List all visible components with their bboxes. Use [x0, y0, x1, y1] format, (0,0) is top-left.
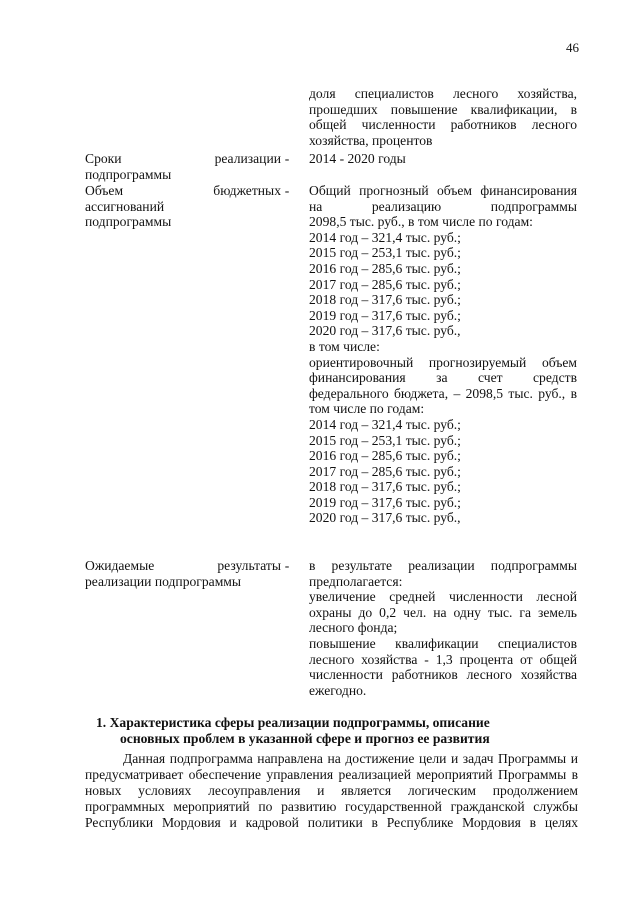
- text-line: повышение квалификации специалистов: [309, 635, 577, 651]
- text-line: 2015 год – 253,1 тыс. руб.;: [309, 432, 461, 448]
- row-value: [309, 558, 577, 698]
- text-line: программных мероприятий по развитию государственной гражданской службы: [85, 798, 578, 814]
- text-line: 2019 год – 317,6 тыс. руб.;: [309, 494, 461, 510]
- text-line: подпрограммы: [85, 214, 172, 230]
- text-line: 2018 год – 317,6 тыс. руб.;: [309, 479, 461, 495]
- text-line: том числе по годам:: [309, 401, 425, 417]
- row-dash: -: [284, 558, 290, 573]
- text-line: 2017 год – 285,6 тыс. руб.;: [309, 463, 461, 479]
- text-line: 2020 год – 317,6 тыс. руб.,: [309, 323, 461, 339]
- body-paragraph: [85, 751, 578, 831]
- text-line: 2014 год – 321,4 тыс. руб.;: [309, 416, 461, 432]
- text-line: общей численности работников лесного: [309, 117, 577, 133]
- row-label: [85, 558, 281, 589]
- text-line: ежегодно.: [309, 682, 367, 698]
- text-line: 2019 год – 317,6 тыс. руб.;: [309, 307, 461, 323]
- text-line: предполагается:: [309, 573, 403, 589]
- text-line: подпрограммы: [85, 166, 172, 182]
- section-heading: [96, 715, 556, 747]
- text-line: на реализацию подпрограммы: [309, 198, 577, 214]
- text-line: Данная подпрограмма направлена на достижение цели и задач Программы и: [123, 751, 578, 766]
- text-line: 2020 год – 317,6 тыс. руб.,: [309, 510, 461, 526]
- text-line: реализации подпрограммы: [85, 573, 242, 589]
- text-line: увеличение средней численности лесной: [309, 589, 577, 605]
- text-line: в том числе:: [309, 338, 380, 354]
- text-line: Общий прогнозный объем финансирования: [309, 183, 577, 198]
- text-line: ориентировочный прогнозируемый объем: [309, 354, 577, 370]
- text-line: лесного хозяйства - 1,3 процента от общей: [309, 651, 577, 667]
- text-line: доля специалистов лесного хозяйства,: [309, 86, 577, 101]
- text-line: 2014 год – 321,4 тыс. руб.;: [309, 229, 461, 245]
- row-value: [309, 86, 577, 148]
- text-line: 2017 год – 285,6 тыс. руб.;: [309, 276, 461, 292]
- page-number: 46: [566, 40, 579, 55]
- text-line: новых условиях лесоуправления и является логическим продолжением: [85, 782, 578, 798]
- text-line: 2016 год – 285,6 тыс. руб.;: [309, 448, 461, 464]
- row-value: [309, 151, 577, 167]
- text-line: Объем бюджетных: [85, 183, 281, 198]
- text-line: 2098,5 тыс. руб., в том числе по годам:: [309, 214, 533, 230]
- text-line: Сроки реализации: [85, 151, 281, 166]
- text-line: Ожидаемые результаты: [85, 558, 281, 573]
- heading-line: 1. Характеристика сферы реализации подпрограммы, описание: [96, 715, 490, 730]
- row-value: [309, 183, 577, 526]
- text-line: прошедших повышение квалификации, в: [309, 101, 577, 117]
- text-line: 2016 год – 285,6 тыс. руб.;: [309, 260, 461, 276]
- text-line: 2014 - 2020 годы: [309, 151, 406, 166]
- text-line: хозяйства, процентов: [309, 132, 433, 148]
- text-line: 2018 год – 317,6 тыс. руб.;: [309, 292, 461, 308]
- text-line: охраны до 0,2 чел. на одну тыс. га земель: [309, 604, 577, 620]
- text-line: 2015 год – 253,1 тыс. руб.;: [309, 245, 461, 261]
- text-line: лесного фонда;: [309, 620, 398, 636]
- text-line: ассигнований: [85, 198, 165, 214]
- row-label: [85, 151, 281, 182]
- text-line: предусматривает обеспечение управления реализацией мероприятий Программы в: [85, 766, 578, 782]
- row-label: [85, 183, 281, 230]
- text-line: финансирования за счет средств: [309, 370, 577, 386]
- text-line: численности работников лесного хозяйства: [309, 667, 577, 683]
- text-line: Республики Мордовия и кадровой политики в Республике Мордовия в целях: [85, 814, 578, 830]
- row-dash: -: [284, 151, 290, 166]
- text-line: в результате реализации подпрограммы: [309, 558, 577, 573]
- text-line: федерального бюджета, – 2098,5 тыс. руб., в: [309, 385, 577, 401]
- row-dash: -: [284, 183, 290, 198]
- heading-line: основных проблем в указанной сфере и прогноз ее развития: [120, 731, 490, 746]
